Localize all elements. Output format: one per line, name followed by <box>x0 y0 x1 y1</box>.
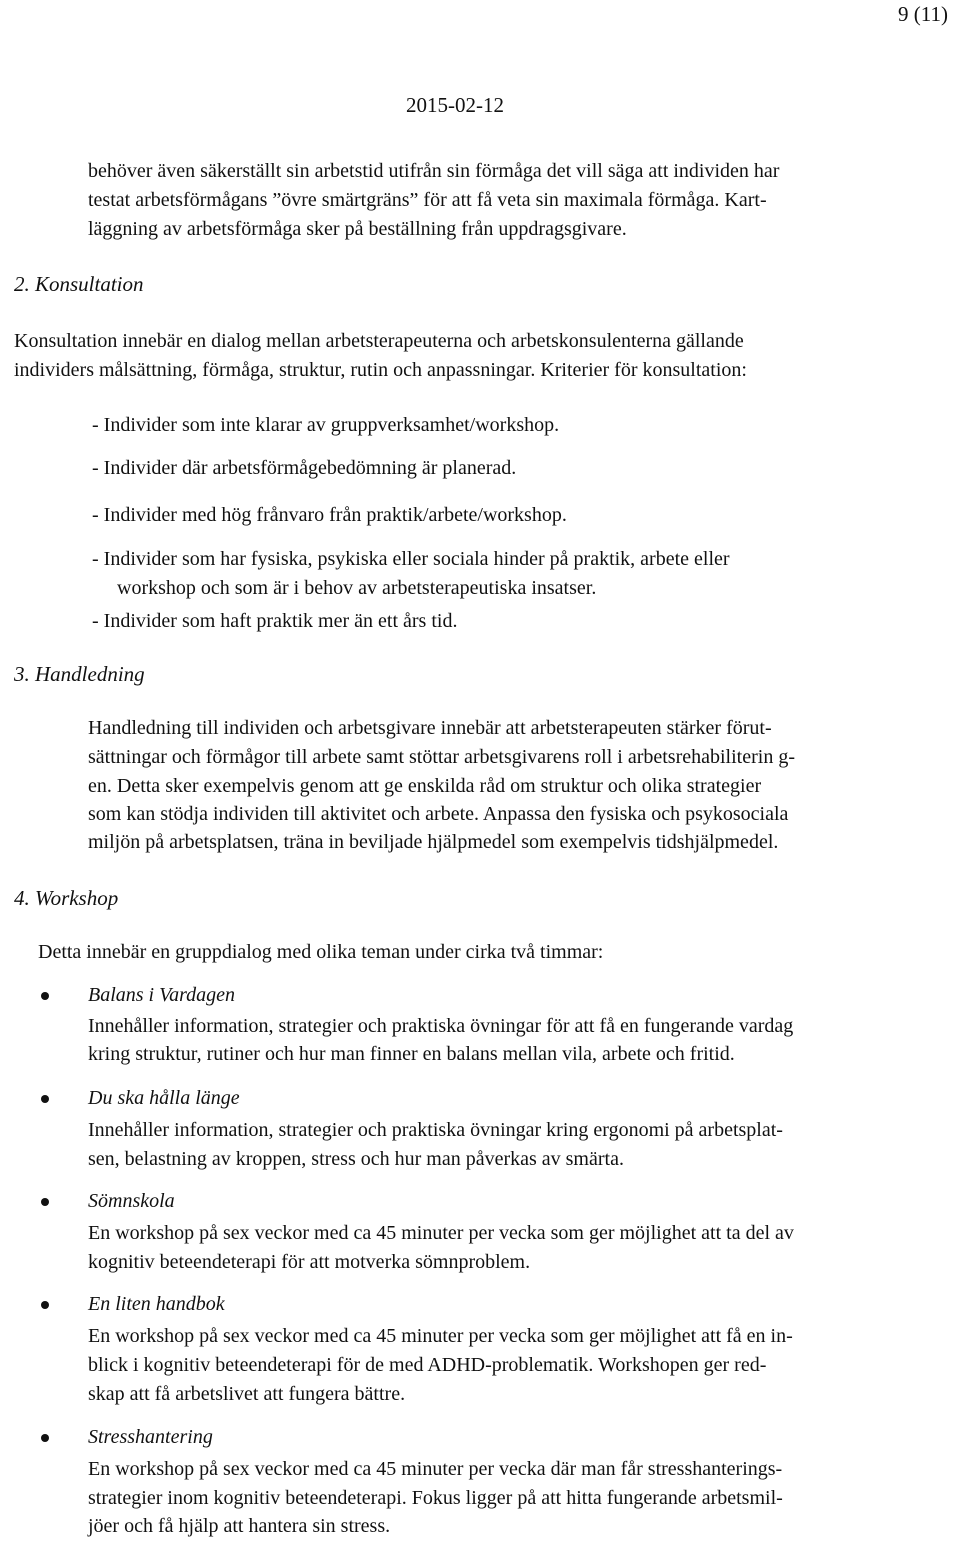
workshop-description-line: strategier inom kognitiv beteendeterapi. Fokus ligger på att hitta fungerande arbetsmil- <box>88 1487 783 1509</box>
list-item-continuation: workshop och som är i behov av arbetsterapeutiska insatser. <box>117 577 597 599</box>
bullet-icon <box>41 992 49 1000</box>
intro-line: läggning av arbetsförmåga sker på beställning från uppdragsgivare. <box>88 218 627 240</box>
list-item: - Individer som haft praktik mer än ett års tid. <box>92 610 458 632</box>
intro-line: behöver även säkerställt sin arbetstid utifrån sin förmåga det vill säga att individen har <box>88 160 780 182</box>
workshop-description-line: blick i kognitiv beteendeterapi för de med ADHD-problematik. Workshopen ger red- <box>88 1354 767 1376</box>
bullet-icon <box>41 1095 49 1103</box>
bullet-icon <box>41 1301 49 1309</box>
intro-line: testat arbetsförmågans ”övre smärtgräns” för att få veta sin maximala förmåga. Kart- <box>88 189 767 211</box>
workshop-title: Balans i Vardagen <box>88 984 236 1006</box>
paragraph-line: sättningar och förmågor till arbete samt stöttar arbetsgivarens roll i arbetsrehabiliterin g- <box>88 746 795 768</box>
section-heading-handledning: 3. Handledning <box>14 662 145 686</box>
list-item: - Individer som inte klarar av gruppverksamhet/workshop. <box>92 414 560 436</box>
workshop-title: En liten handbok <box>88 1293 225 1315</box>
workshop-title: Stresshantering <box>88 1426 213 1448</box>
paragraph-line: individers målsättning, förmåga, struktur, rutin och anpassningar. Kriterier för konsultation: <box>14 359 747 381</box>
section-heading-konsultation: 2. Konsultation <box>14 272 144 296</box>
list-item: - Individer som har fysiska, psykiska eller sociala hinder på praktik, arbete eller <box>92 548 730 570</box>
section-heading-workshop: 4. Workshop <box>14 886 119 910</box>
bullet-icon <box>41 1434 49 1442</box>
list-item: - Individer med hög frånvaro från praktik/arbete/workshop. <box>92 504 567 526</box>
list-item: - Individer där arbetsförmågebedömning är planerad. <box>92 457 517 479</box>
workshop-description-line: En workshop på sex veckor med ca 45 minuter per vecka där man får stresshanterings- <box>88 1458 783 1480</box>
paragraph-line: Konsultation innebär en dialog mellan arbetsterapeuterna och arbetskonsulenterna gällande <box>14 330 744 352</box>
workshop-description-line: jöer och få hjälp att hantera sin stress. <box>88 1515 391 1537</box>
document-date: 2015-02-12 <box>406 93 504 117</box>
workshop-description-line: Innehåller information, strategier och praktiska övningar kring ergonomi på arbetsplat- <box>88 1119 783 1141</box>
workshop-description-line: skap att få arbetslivet att fungera bättre. <box>88 1383 406 1405</box>
bullet-icon <box>41 1198 49 1206</box>
workshop-intro: Detta innebär en gruppdialog med olika teman under cirka två timmar: <box>38 941 604 963</box>
workshop-description-line: sen, belastning av kroppen, stress och hur man påverkas av smärta. <box>88 1148 624 1170</box>
page-number: 9 (11) <box>898 2 948 26</box>
workshop-description-line: kring struktur, rutiner och hur man finner en balans mellan vila, arbete och fritid. <box>88 1043 735 1065</box>
paragraph-line: miljön på arbetsplatsen, träna in beviljade hjälpmedel som exempelvis tidshjälpmedel. <box>88 831 779 853</box>
workshop-description-line: kognitiv beteendeterapi för att motverka sömnproblem. <box>88 1251 531 1273</box>
workshop-title: Sömnskola <box>88 1190 175 1212</box>
paragraph-line: Handledning till individen och arbetsgivare innebär att arbetsterapeuten stärker förut- <box>88 717 772 739</box>
workshop-title: Du ska hålla länge <box>88 1087 240 1109</box>
workshop-description-line: En workshop på sex veckor med ca 45 minuter per vecka som ger möjlighet att få en in- <box>88 1325 793 1347</box>
paragraph-line: som kan stödja individen till aktivitet och arbete. Anpassa den fysiska och psykosociala <box>88 803 789 825</box>
paragraph-line: en. Detta sker exempelvis genom att ge enskilda råd om struktur och olika strategier <box>88 775 762 797</box>
workshop-description-line: En workshop på sex veckor med ca 45 minuter per vecka som ger möjlighet att ta del av <box>88 1222 794 1244</box>
workshop-description-line: Innehåller information, strategier och praktiska övningar för att få en fungerande vardag <box>88 1015 794 1037</box>
